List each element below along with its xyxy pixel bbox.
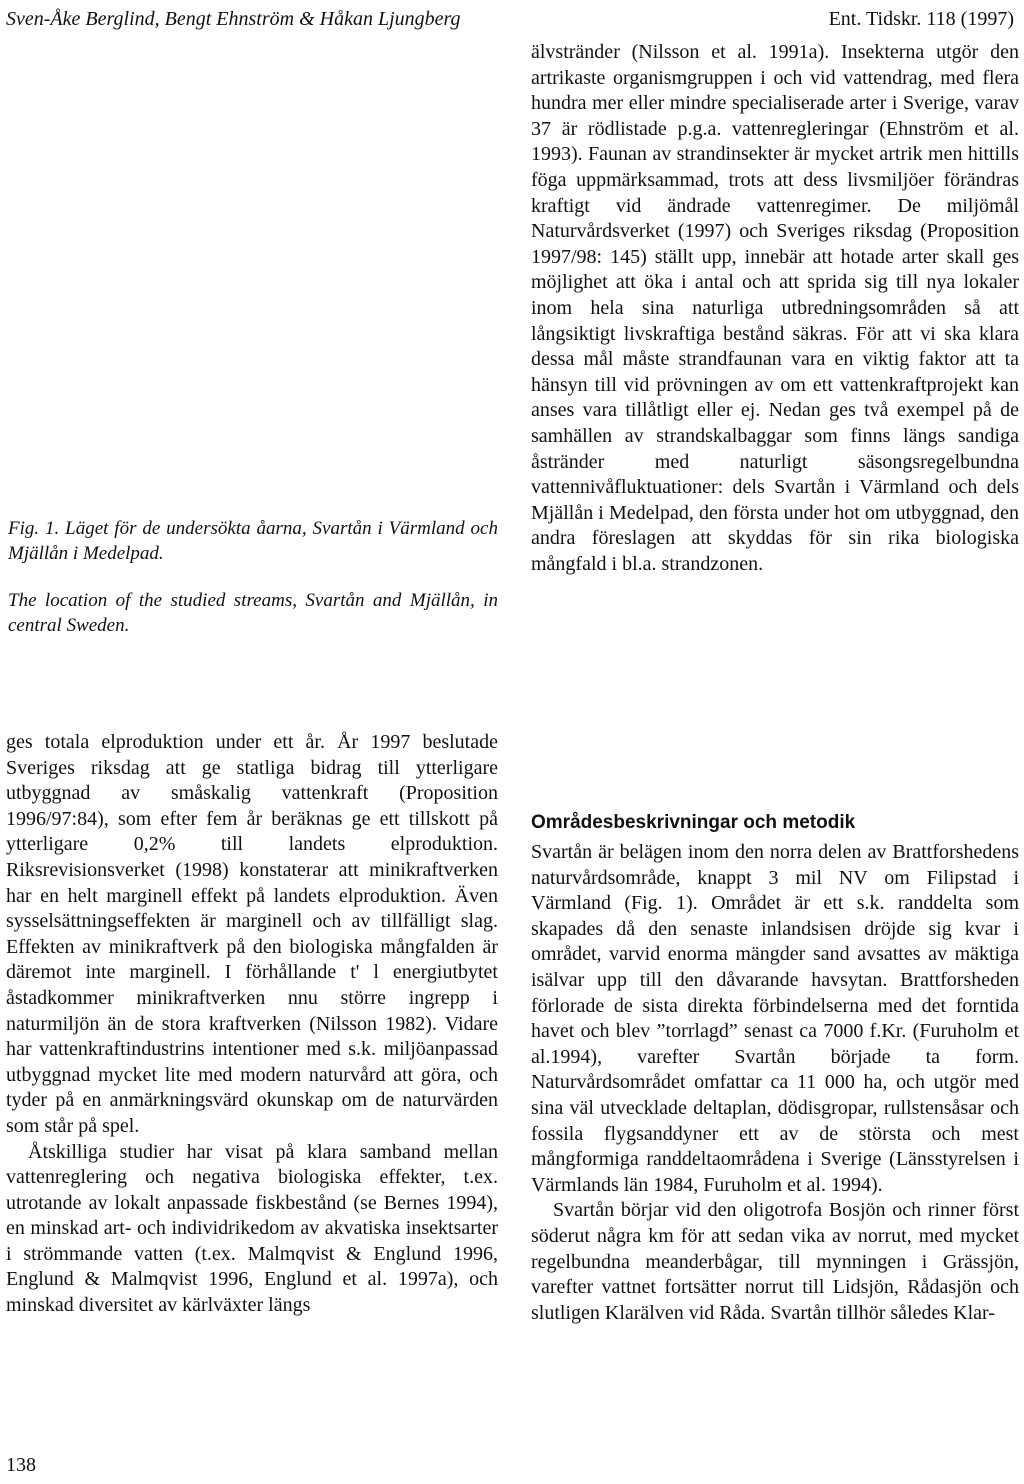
figure-caption — [8, 516, 498, 660]
right-column-bottom — [531, 840, 1019, 1326]
running-head-authors: Sven-Åke Berglind, Bengt Ehnström & Håkan Ljungberg — [6, 8, 461, 30]
right-column-top — [531, 40, 1019, 577]
page-number: 138 — [6, 1454, 36, 1476]
left-column — [6, 730, 498, 1319]
body-paragraph: Svartån börjar vid den oligotrofa Bosjön och rinner först söderut några km för att sedan vika av norrut, med mycket regelbundna meanderbågar, till mynningen i Grässjön, varefter vattnet fortsätter norrut till Lidsjön, Rådasjön och slutligen Klarälven vid Råda. Svartån tillhör således Klar- — [531, 1199, 1019, 1324]
body-paragraph: Åtskilliga studier har visat på klara samband mellan vattenreglering och negativa biologiska effekter, t.ex. utrotande av lokalt anpassade fiskbestånd (se Bernes 1994), en minskad art- och individrikedom av akvatiska insektsarter i strömmande vatten (t.ex. Malmqvist & Englund 1996, Englund & Malmqvist 1996, Englund et al. 1997a), och minskad diversitet av kärlväxter längs — [6, 1140, 498, 1317]
running-head-journal: Ent. Tidskr. 118 (1997) — [828, 8, 1014, 30]
figure-caption-english: The location of the studied streams, Svartån and Mjällån, in central Sweden. — [8, 590, 498, 636]
body-paragraph: ges totala elproduktion under ett år. År 1997 beslutade Sveriges riksdag att ge statliga bidrag till ytterligare utbyggnad av småskalig vattenkraft (Proposition 1996/97:84), som efter fem år beräknas ge ett tillskott på ytterligare 0,2% till landets elproduktion. Riksrevisionsverket (1998) konstaterar att minikraftverken har en helt marginell effekt på landets elproduktion. Även sysselsättningseffekten är marginell och av tillfälligt slag. Effekten av minikraftverk på den biologiska mångfalden är däremot inte marginell. I förhållande t' l energiutbytet åstadkommer minikraftverken nnu större ingrepp i naturmiljön än de stora kraftverken (Nilsson 1982). Vidare har vattenkraftindustrins intentioner med s.k. miljöanpassad utbyggnad mycket lite med modern naturvård att göra, och tyder på en anmärkningsvärd okunskap om de naturvärden som står på spel. — [6, 731, 498, 1137]
body-paragraph: Svartån är belägen inom den norra delen av Brattforshedens naturvårdsområde, knappt 3 mil NV om Filipstad i Värmland (Fig. 1). Området är ett s.k. randdelta som skapades då den senaste inlandsisen dröjde sig kvar i området, varvid enorma mängder sand avsattes av mäktiga isälvar upp till den dåvarande havsytan. Brattforsheden förlorade de sista direkta förbindelserna med det forntida havet och blev ”torrlagd” senast ca 7000 f.Kr. (Furuholm et al.1994), varefter Svartån började ta form. Naturvårdsområdet omfattar ca 11 000 ha, och utgör med sina väl utvecklade deltaplan, dödisgropar, rullstensåsar och fossila flygsanddyner ett av de största och mest mångformiga randdeltaområdena i Sverige (Länsstyrelsen i Värmlands län 1984, Furuholm et al. 1994). — [531, 841, 1019, 1196]
body-paragraph: älvstränder (Nilsson et al. 1991a). Insekterna utgör den artrikaste organismgruppen i och vid vattendrag, med flera hundra mer eller mindre specialiserade arter i Sverige, varav 37 är rödlistade p.g.a. vattenregleringar (Ehnström et al. 1993). Faunan av strandinsekter är mycket artrik men hittills föga uppmärksammad, trots att dess livsmiljöer förändras kraftigt vid ändrade vattenregimer. De miljömål Naturvårdsverket (1997) och Sveriges riksdag (Proposition 1997/98: 145) ställt upp, innebär att hotade arter skall ges möjlighet att öka i antal och att sprida sig till nya lokaler inom hela sina naturliga utbredningsområden så att långsiktigt livskraftiga bestånd säkras. För att vi ska klara dessa mål måste strandfaunan vara en viktig faktor att ta hänsyn till vid prövningen av om ett vattenkraftprojekt kan anses vara tillåtligt eller ej. Nedan ges två exempel på de samhällen av strandskalbaggar som finns längs sandiga åstränder med naturligt säsongsregelbundna vattennivåfluktuationer: dels Svartån i Värmland och dels Mjällån i Medelpad, den första under hot om utbyggnad, den andra föreslagen att skyddas för sin rika biologiska mångfald i bl.a. strandzonen. — [531, 41, 1019, 575]
figure-caption-swedish: Fig. 1. Läget för de undersökta åarna, Svartån i Värmland och Mjällån i Medelpad. — [8, 518, 498, 564]
section-heading: Områdesbeskrivningar och metodik — [531, 812, 856, 833]
running-head — [6, 6, 1014, 32]
